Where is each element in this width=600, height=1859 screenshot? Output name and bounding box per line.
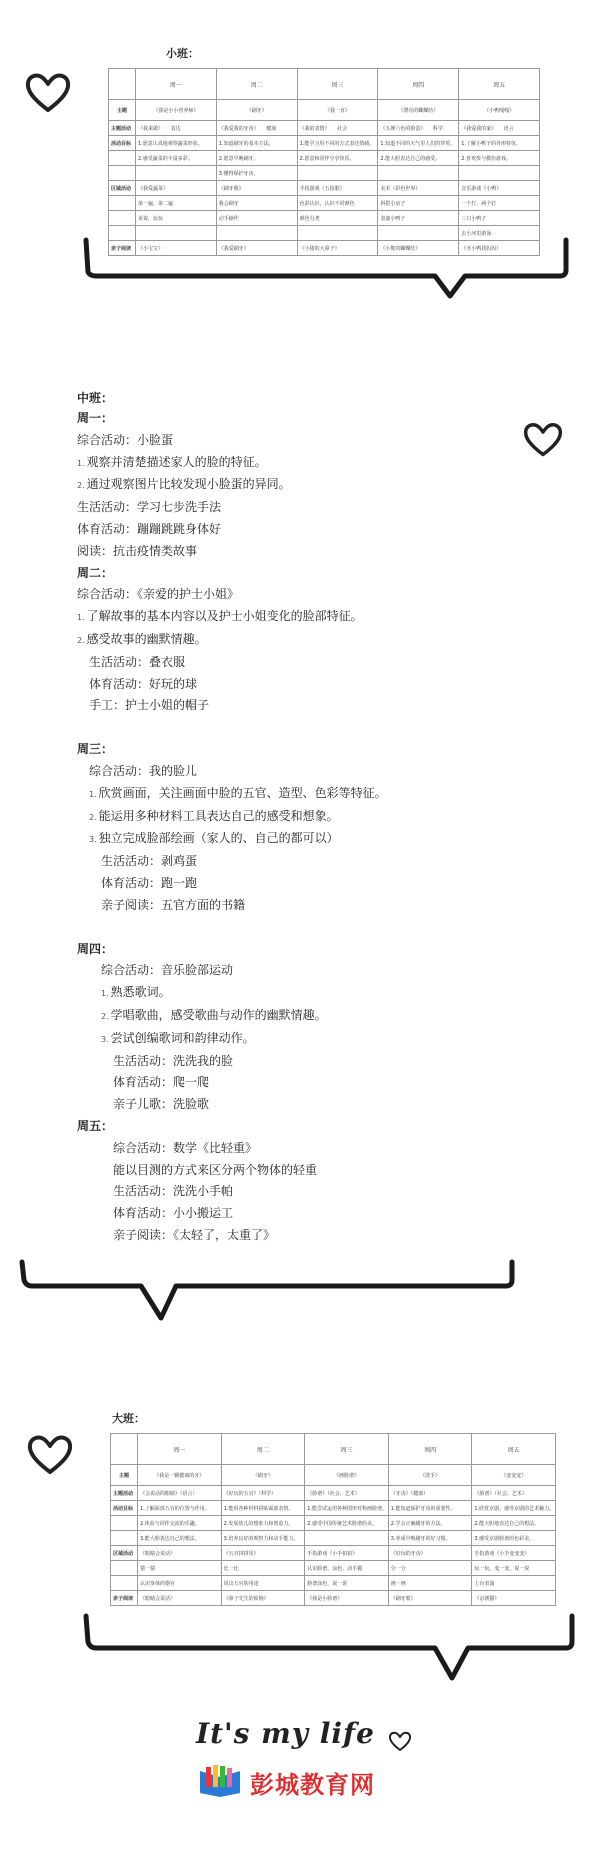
item-number: 2. — [77, 635, 85, 645]
table-cell: 说出五官的用途 — [221, 1576, 305, 1591]
activity-item — [77, 873, 387, 895]
item-text: 体育活动：蹦蹦跳跳身体好 — [77, 521, 222, 536]
item-number: 2. — [89, 812, 97, 822]
table-cell: 手指游戏《小手拍拍》 — [305, 1546, 389, 1561]
table-cell — [378, 166, 459, 181]
table-cell — [297, 166, 378, 181]
table-cell: 去小河里游泳 — [459, 226, 540, 241]
theme-cell: 《漂亮的蝴蝶结》 — [378, 100, 459, 121]
table-cell: 第一遍，第二遍 — [136, 196, 217, 211]
table-cell: 1.了解面部五官的位置与作用。 — [138, 1501, 222, 1516]
speech-bubble-tail — [80, 236, 570, 308]
table-cell: 《刷牙歌》 — [216, 181, 297, 196]
heart-icon — [522, 420, 564, 458]
activity-item — [77, 519, 387, 541]
row-label: 活动目标 — [109, 136, 136, 151]
activity-item — [77, 761, 387, 783]
table-cell: 2.感受中国传统艺术脸谱的美。 — [305, 1516, 389, 1531]
item-text: 生活活动：洗洗我的脸 — [113, 1053, 234, 1068]
table-cell: 颜色分类 — [297, 211, 378, 226]
activity-item — [77, 851, 387, 873]
activity-item — [77, 1203, 387, 1225]
day-header: 周三 — [305, 1434, 389, 1465]
table-cell: 拼搭小房子 — [378, 196, 459, 211]
objective-item — [77, 606, 387, 629]
table-cell: 1.了解小鸭子的外形特征。 — [459, 136, 540, 151]
day-heading: 周四： — [77, 941, 114, 956]
table-cell: 音乐游戏《小鸭》 — [459, 181, 540, 196]
item-number: 1. — [89, 789, 97, 799]
small-class-title: 小班： — [166, 47, 199, 60]
item-text: 生活活动：剥鸡蛋 — [101, 854, 198, 869]
table-cell: 《京剧猫》 — [472, 1591, 556, 1606]
row-label: 亲子阅读 — [111, 1591, 138, 1606]
table-cell — [136, 166, 217, 181]
table-cell: 2.喜欢参与模仿游戏。 — [459, 151, 540, 166]
item-text: 观察并清楚描述家人的脸的特征。 — [86, 454, 267, 469]
item-text: 欣赏画面，关注画面中脸的五官、造型、色彩等特征。 — [98, 785, 387, 800]
table-cell: 《眼睛会说话》 — [138, 1546, 222, 1561]
item-number: 1. — [77, 613, 85, 623]
item-text: 生活活动：洗洗小手帕 — [113, 1184, 234, 1199]
activity-item — [77, 652, 387, 674]
table-cell: 表演小鸭子 — [378, 211, 459, 226]
table-cell: 3.感受京剧脸谱的色彩美。 — [472, 1531, 556, 1546]
item-text: 生活活动：学习七步洗手法 — [77, 500, 222, 515]
table-row — [111, 1561, 556, 1576]
table-cell: 3.养成早晚刷牙的好习惯。 — [388, 1531, 472, 1546]
activity-item — [77, 1138, 387, 1160]
middle-class-plan — [77, 408, 387, 1247]
row-label — [111, 1516, 138, 1531]
item-number: 1. — [101, 989, 109, 999]
item-text: 熟悉歌词。 — [110, 985, 171, 1000]
item-text: 了解故事的基本内容以及护士小姐变化的脸部特征。 — [86, 609, 363, 624]
theme-cell: 《我一直》 — [297, 100, 378, 121]
heart-icon — [388, 1730, 412, 1752]
table-row — [109, 181, 540, 196]
theme-cell: 《变变变》 — [472, 1465, 556, 1486]
theme-label: 主题 — [111, 1465, 138, 1486]
small-class-schedule — [108, 68, 540, 256]
theme-cell: 《洗手》 — [388, 1465, 472, 1486]
theme-cell: 《画脸谱》 — [305, 1465, 389, 1486]
table-cell: 说说，玩玩 — [136, 211, 217, 226]
table-cell: 2.感受蔬菜的丰富多彩。 — [136, 151, 217, 166]
item-text: 体育活动：小小搬运工 — [113, 1206, 234, 1221]
table-cell: 认识身体的器官 — [138, 1576, 222, 1591]
row-label — [111, 1531, 138, 1546]
item-text: 亲子儿歌：洗脸歌 — [113, 1097, 210, 1112]
item-text: 生活活动：叠衣服 — [89, 654, 186, 669]
item-text: 独立完成脸部绘画（家人的、自己的都可以） — [98, 831, 339, 846]
theme-cell: 《我是小小营养师》 — [136, 100, 217, 121]
table-row — [109, 211, 540, 226]
table-cell: 美术《彩色世界》 — [378, 181, 459, 196]
activity-item — [77, 1072, 387, 1094]
row-label — [109, 196, 136, 211]
row-label: 主题活动 — [111, 1486, 138, 1501]
row-label: 区域活动 — [111, 1546, 138, 1561]
table-cell: 猜一猜 — [138, 1561, 222, 1576]
objective-item — [77, 629, 387, 652]
row-label: 主题活动 — [109, 121, 136, 136]
table-cell: 《丑小鸭找妈妈》 — [459, 241, 540, 256]
table-cell: 《会说话的眼睛》（语言） — [138, 1486, 222, 1501]
table-cell: 比一比 — [221, 1561, 305, 1576]
objective-item — [77, 783, 387, 806]
table-row — [111, 1516, 556, 1531]
activity-item — [77, 674, 387, 696]
table-cell: 手指游戏《小手变变变》 — [472, 1546, 556, 1561]
table-cell: 《我爱刷牙》 — [216, 241, 297, 256]
day-header: 周三 — [297, 69, 378, 100]
day-heading: 周五： — [77, 1118, 114, 1133]
activity-item — [77, 1051, 387, 1073]
item-text: 综合活动：我的脸儿 — [89, 763, 198, 778]
big-class-title: 大班： — [112, 1412, 145, 1425]
row-label: 区域活动 — [109, 181, 136, 196]
item-text: 学唱歌曲，感受歌曲与动作的幽默情趣。 — [110, 1007, 327, 1022]
activity-item — [77, 497, 387, 519]
day-header: 周四 — [378, 69, 459, 100]
table-cell: 1.能知道保护牙齿的重要性。 — [388, 1501, 472, 1516]
row-label — [109, 166, 136, 181]
table-cell: 《我爱蔬菜》 — [136, 181, 217, 196]
item-number: 3. — [101, 1034, 109, 1044]
row-label — [109, 151, 136, 166]
heart-icon — [26, 1432, 74, 1476]
book-logo-icon — [196, 1763, 244, 1799]
table-cell: 《我爱我的牙齿》 健康 — [216, 121, 297, 136]
item-text: 能以目测的方式来区分两个物体的轻重 — [113, 1162, 318, 1177]
table-cell: 《五颜六色的脸蛋》 科学 — [378, 121, 459, 136]
table-row — [109, 166, 540, 181]
table-cell: 《小熊的蝴蝶结》 — [378, 241, 459, 256]
table-cell: 《五官拼拼乐》 — [221, 1546, 305, 1561]
table-row — [109, 196, 540, 211]
activity-item — [77, 695, 387, 717]
row-label: 活动目标 — [111, 1501, 138, 1516]
item-text: 手工：护士小姐的帽子 — [89, 698, 210, 713]
day-header: 周一 — [138, 1434, 222, 1465]
table-cell: 《脸谱》（社会、艺术） — [472, 1486, 556, 1501]
item-text: 体育活动：跑一跑 — [101, 875, 198, 890]
table-cell: 色彩认识，认识不同颜色 — [297, 196, 378, 211]
item-text: 通过观察图片比较发现小脸蛋的异同。 — [86, 477, 291, 492]
objective-item — [77, 982, 387, 1005]
item-text: 综合活动：小脸蛋 — [77, 432, 174, 447]
table-cell: 1.愿意认真地观察蔬菜形状。 — [136, 136, 217, 151]
table-cell: 1.欣赏京剧，感受京剧的艺术魅力。 — [472, 1501, 556, 1516]
item-text: 尝试创编歌词和韵律动作。 — [110, 1030, 255, 1045]
day-header: 周一 — [136, 69, 217, 100]
day-header: 周五 — [472, 1434, 556, 1465]
item-text: 综合活动：音乐脸部运动 — [101, 963, 234, 978]
brand-name: 彭城教育网 — [250, 1771, 375, 1799]
objective-item — [77, 1028, 387, 1051]
table-row — [109, 136, 540, 151]
item-number: 1. — [77, 458, 85, 468]
table-cell: 分一分 — [388, 1561, 472, 1576]
heart-icon — [24, 70, 72, 114]
table-cell: 2.学会正确刷牙的方法。 — [388, 1516, 472, 1531]
activity-item — [77, 430, 387, 452]
table-row — [111, 1546, 556, 1561]
activity-item — [77, 960, 387, 982]
middle-class-title: 中班： — [77, 391, 114, 405]
table-cell: 脸谱涂色，说一说 — [305, 1576, 389, 1591]
table-cell: 《好玩的牙齿》 — [388, 1546, 472, 1561]
table-row — [111, 1486, 556, 1501]
table-cell: 《我爱我的家》 语言 — [459, 121, 540, 136]
item-text: 亲子阅读：五官方面的书籍 — [101, 897, 246, 912]
table-cell: 1.能尝试运用各种图形对称画脸谱。 — [305, 1501, 389, 1516]
table-cell: 三只小鸭子 — [459, 211, 540, 226]
objective-item — [77, 828, 387, 851]
theme-cell: 《刷牙》 — [221, 1465, 305, 1486]
table-row — [111, 1501, 556, 1516]
table-cell: 《好玩的五官》（科学） — [221, 1486, 305, 1501]
table-cell: 画一画 — [388, 1576, 472, 1591]
table-cell: 2.能大胆表达自己的感受。 — [378, 151, 459, 166]
table-row — [109, 121, 540, 136]
item-text: 感受故事的幽默情趣。 — [86, 631, 207, 646]
day-header: 周二 — [216, 69, 297, 100]
table-cell: 《我是小脸谱》 — [305, 1591, 389, 1606]
activity-item — [77, 541, 387, 563]
activity-item — [77, 1225, 387, 1247]
big-class-rows — [111, 1486, 556, 1606]
item-number: 2. — [101, 1011, 109, 1021]
table-row — [111, 1576, 556, 1591]
activity-item — [77, 1160, 387, 1182]
item-text: 综合活动：《亲爱的护士小姐》 — [77, 587, 240, 602]
table-cell: 《小猪的大鼻子》 — [297, 241, 378, 256]
day-heading: 周二： — [77, 565, 114, 580]
table-cell: 3.能大胆表达自己的想法。 — [138, 1531, 222, 1546]
table-cell: 《鼻子先生的烦恼》 — [221, 1591, 305, 1606]
speech-bubble-tail — [80, 1612, 580, 1694]
table-cell: 1.能用各种材料拼贴面部表情。 — [221, 1501, 305, 1516]
item-text: 体育活动：爬一爬 — [113, 1075, 210, 1090]
objective-item — [77, 806, 387, 829]
table-cell — [305, 1531, 389, 1546]
table-cell: 认识脸谱，涂色，动手做 — [305, 1561, 389, 1576]
day-header: 周四 — [388, 1434, 472, 1465]
table-cell: 《脸谱》（社会、艺术） — [305, 1486, 389, 1501]
table-cell — [459, 166, 540, 181]
table-row — [111, 1531, 556, 1546]
activity-item — [77, 895, 387, 917]
item-text: 体育活动：好玩的球 — [89, 676, 198, 691]
table-cell: 2.愿意和同伴分享快乐。 — [297, 151, 378, 166]
item-text: 能运用多种材料工具表达自己的感受和想象。 — [98, 808, 339, 823]
item-number: 2. — [77, 481, 85, 491]
activity-item — [77, 584, 387, 606]
theme-cell: 《小鸭嘎嘎》 — [459, 100, 540, 121]
item-text: 综合活动：数学《比轻重》 — [113, 1140, 258, 1155]
day-header: 周二 — [221, 1434, 305, 1465]
row-label — [111, 1561, 138, 1576]
table-cell: 2.能大胆地表达自己的想法。 — [472, 1516, 556, 1531]
objective-item — [77, 474, 387, 497]
big-class-schedule — [110, 1433, 556, 1606]
table-row — [109, 151, 540, 166]
table-cell: 《小宝宝》 — [136, 241, 217, 256]
table-cell: 2.体验与同伴交流的乐趣。 — [138, 1516, 222, 1531]
theme-cell: 《我是一颗健康的牙》 — [138, 1465, 222, 1486]
table-cell: 手指游戏《五指歌》 — [297, 181, 378, 196]
table-cell: 1.知道刷牙的基本方法。 — [216, 136, 297, 151]
table-cell: 动手操作 — [216, 211, 297, 226]
table-cell: 一个打，两个打 — [459, 196, 540, 211]
day-heading: 周一： — [77, 411, 114, 425]
table-row — [111, 1591, 556, 1606]
theme-cell: 《刷牙》 — [216, 100, 297, 121]
objective-item — [77, 1005, 387, 1028]
row-label: 亲子阅读 — [109, 241, 136, 256]
row-label — [111, 1576, 138, 1591]
table-cell: 1.能学习用不同的方式表达情绪。 — [297, 136, 378, 151]
table-cell: 《我的表情》 社会 — [297, 121, 378, 136]
day-heading: 周三： — [77, 742, 114, 757]
item-text: 阅读：抗击疫情类故事 — [77, 543, 198, 558]
footer-slogan: It's my life — [196, 1717, 375, 1750]
table-cell: 3.培养良好的观察力和动手能力。 — [221, 1531, 305, 1546]
activity-item — [77, 1094, 387, 1116]
table-cell: 上台表演 — [472, 1576, 556, 1591]
speech-bubble-tail — [16, 1258, 516, 1334]
item-text: 亲子阅读：《太轻了，太重了》 — [113, 1227, 276, 1242]
day-header: 周五 — [459, 69, 540, 100]
activity-item — [77, 1181, 387, 1203]
table-cell: 《我来做》 表达 — [136, 121, 217, 136]
table-cell: 1.知道不同的天气里人们的穿着。 — [378, 136, 459, 151]
table-cell: 2.愿意早晚刷牙。 — [216, 151, 297, 166]
row-label — [109, 211, 136, 226]
table-cell: 《牙齿》（健康） — [388, 1486, 472, 1501]
table-cell: 《眼睛会说话》 — [138, 1591, 222, 1606]
table-cell: 我会刷牙 — [216, 196, 297, 211]
theme-label: 主题 — [109, 100, 136, 121]
table-cell: 3.懂得保护牙齿。 — [216, 166, 297, 181]
table-cell: 玩一玩，变一变，说一说 — [472, 1561, 556, 1576]
objective-item — [77, 452, 387, 475]
table-cell: 《刷牙歌》 — [388, 1591, 472, 1606]
item-number: 3. — [89, 835, 97, 845]
table-cell: 2.发展幼儿的想象力和创造力。 — [221, 1516, 305, 1531]
